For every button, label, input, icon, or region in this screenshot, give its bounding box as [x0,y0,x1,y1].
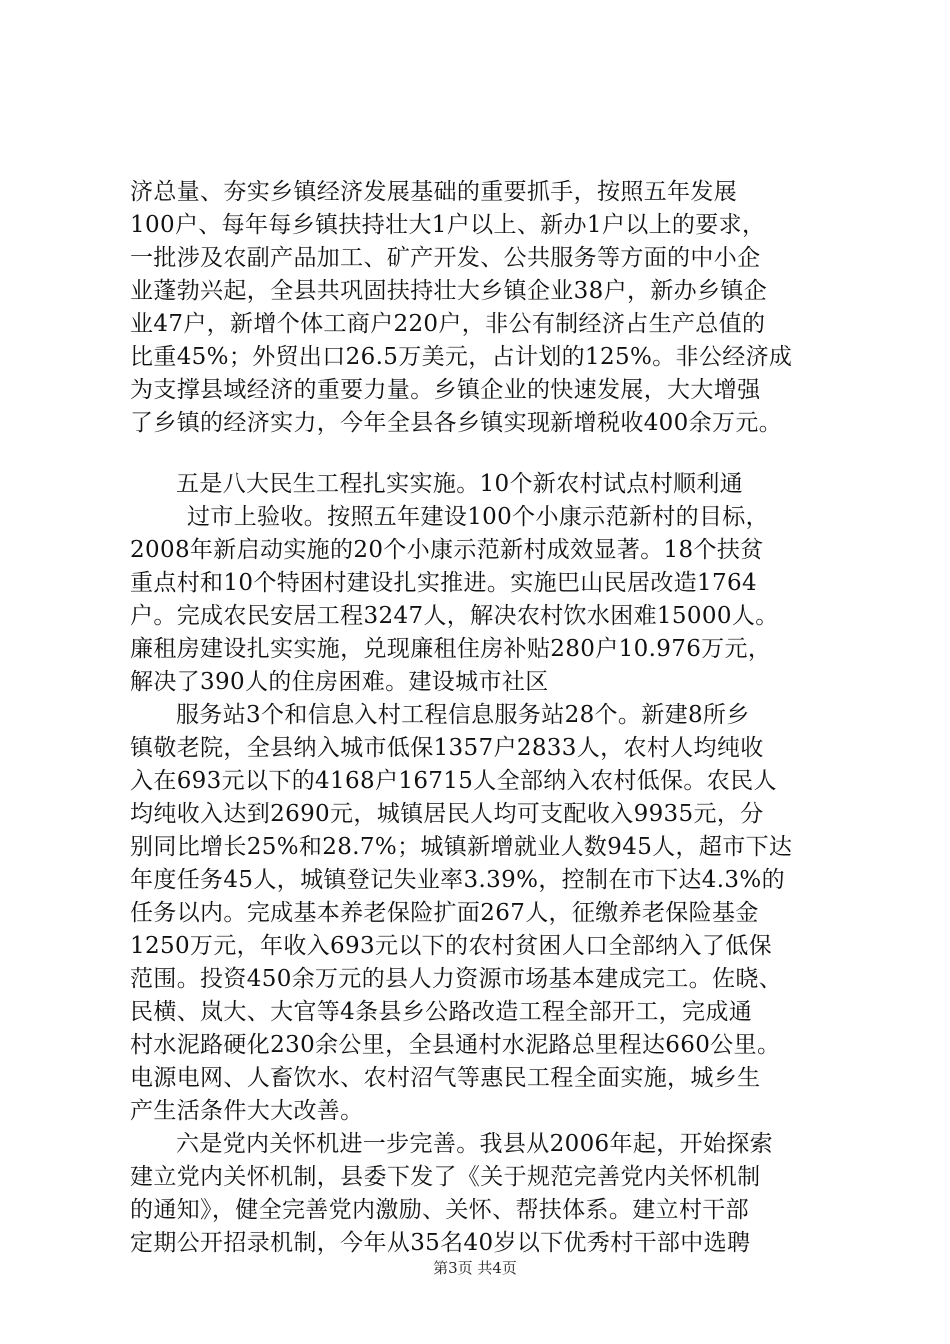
paragraph-heading-line: 五是八大民生工程扎实实施。10个新农村试点村顺利通 [176,471,744,497]
body-text-line: 入在693元以下的4168户16715人全部纳入农村低保。农民人 [130,768,777,794]
body-text-line: 100户、每年每乡镇扶持壮大1户以上、新办1户以上的要求， [130,212,766,238]
body-text-line: 重点村和10个特困村建设扎实推进。实施巴山民居改造1764 [130,570,757,596]
body-text-line: 户。完成农民安居工程3247人，解决农村饮水困难15000人。 [130,603,779,629]
body-text-line: 业蓬勃兴起，全县共巩固扶持壮大乡镇企业38户，新办乡镇企 [130,278,768,304]
body-text-line: 解决了390人的住房困难。建设城市社区 [130,669,549,695]
body-text-line: 一批涉及农副产品加工、矿产开发、公共服务等方面的中小企 [130,245,761,271]
body-text-line: 济总量、夯实乡镇经济发展基础的重要抓手，按照五年发展 [130,179,738,205]
body-text-line: 2008年新启动实施的20个小康示范新村成效显著。18个扶贫 [130,537,764,563]
body-text-line: 过市上验收。按照五年建设100个小康示范新村的目标， [187,504,769,530]
body-text-line: 民横、岚大、大官等4条县乡公路改造工程全部开工，完成通 [130,999,753,1025]
body-text-line: 电源电网、人畜饮水、农村沼气等惠民工程全面实施，城乡生 [130,1065,761,1091]
body-text-line: 镇敬老院，全县纳入城市低保1357户2833人，农村人均纯收 [130,735,764,761]
body-text-line: 1250万元，年收入693元以下的农村贫困人口全部纳入了低保 [130,933,772,959]
body-text-line: 比重45%；外贸出口26.5万美元，占计划的125%。非公经济成 [130,344,793,370]
body-text-line: 服务站3个和信息入村工程信息服务站28个。新建8所乡 [176,702,750,728]
body-text-line: 建立党内关怀机制，县委下发了《关于规范完善党内关怀机制 [130,1164,761,1190]
body-text-line: 廉租房建设扎实实施，兑现廉租住房补贴280户10.976万元， [130,636,772,662]
page-footer: 第3页 共4页 [433,1259,517,1277]
body-text-line: 范围。投资450余万元的县人力资源市场基本建成完工。佐晓、 [130,966,783,992]
body-text-line: 均纯收入达到2690元，城镇居民人均可支配收入9935元，分 [130,801,764,827]
body-text-line: 为支撑县域经济的重要力量。乡镇企业的快速发展，大大增强 [130,377,761,403]
body-text-line: 别同比增长25%和28.7%；城镇新增就业人数945人，超市下达 [130,834,793,860]
body-text-line: 业47户，新增个体工商户220户，非公有制经济占生产总值的 [130,311,766,337]
body-text-line: 任务以内。完成基本养老保险扩面267人，征缴养老保险基金 [130,900,759,926]
body-text-line: 村水泥路硬化230余公里，全县通村水泥路总里程达660公里。 [130,1032,781,1058]
body-text-line: 了乡镇的经济实力，今年全县各乡镇实现新增税收400余万元。 [130,410,783,436]
body-text-line: 年度任务45人，城镇登记失业率3.39%，控制在市下达4.3%的 [130,867,785,893]
body-text-line: 的通知》，健全完善党内激励、关怀、帮扶体系。建立村干部 [130,1197,749,1223]
body-text-line: 定期公开招录机制，今年从35名40岁以下优秀村干部中选聘 [130,1230,751,1256]
paragraph-heading-line: 六是党内关怀机进一步完善。我县从2006年起，开始探索 [176,1131,773,1157]
body-text-line: 产生活条件大大改善。 [130,1098,364,1124]
